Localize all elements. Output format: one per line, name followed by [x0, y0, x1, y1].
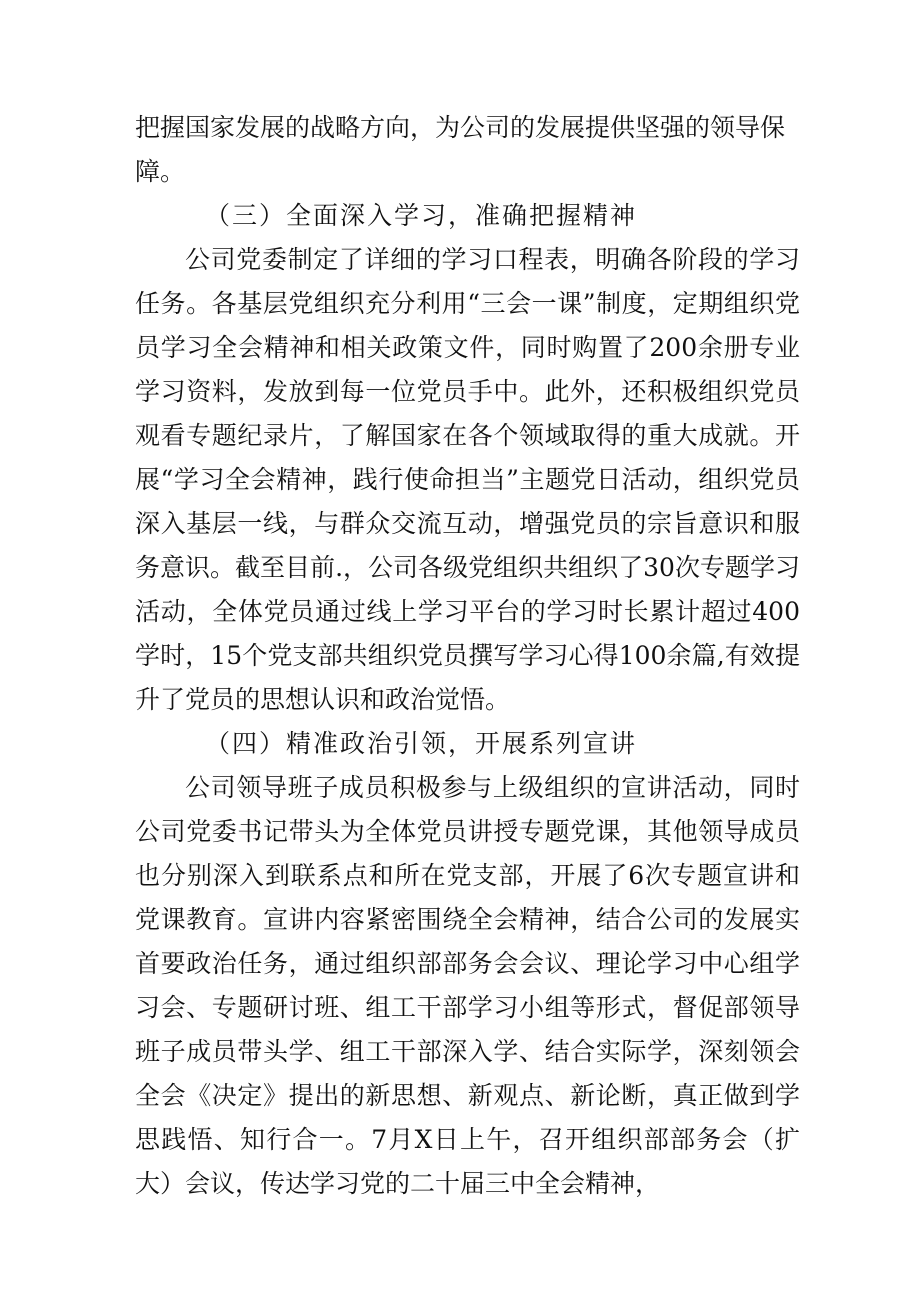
section-heading-3: （三）全面深入学习，准确把握精神 [205, 201, 638, 230]
paragraph-lecture: 公司领导班子成员积极参与上级组织的宣讲活动，同时公司党委书记带头为全体党员讲授专题党课，其他领导成员也分别深入到联系点和所在党支部，开展了6次专题宣讲和党课教育。宣讲内容紧密围绕全会精神，结合公司的发展实首要政治任务，通过组织部部务会会议、理论学习中心组学习会、专题研讨班、组工干部学习小组等形式，督促部领导班子成员带头学、组工干部深入学、结合实际学，深刻领会全会《决定》提出的新思想、新观点、新论断，真正做到学思践悟、知行合一。7月X日上午，召开组织部部务会（扩大）会议，传达学习党的二十届三中全会精神， [135, 773, 800, 1198]
paragraph-continuation: 把握国家发展的战略方向，为公司的发展提供坚强的领导保障。 [135, 113, 786, 186]
document-body [135, 106, 800, 1206]
section-heading-4: （四）精准政治引领，开展系列宣讲 [205, 729, 638, 758]
paragraph-study: 公司党委制定了详细的学习口程表，明确各阶段的学习任务。各基层党组织充分利用“三会一课”制度，定期组织党员学习全会精神和相关政策文件，同时购置了200余册专业学习资料，发放到每一位党员手中。此外，还积极组织党员观看专题纪录片，了解国家在各个领域取得的重大成就。开展“学习全会精神，践行使命担当”主题党日活动，组织党员深入基层一线，与群众交流互动，增强党员的宗旨意识和服务意识。截至目前.，公司各级党组织共组织了30次专题学习活动，全体党员通过线上学习平台的学习时长累计超过400学时，15个党支部共组织党员撰写学习心得100余篇,有效提升了党员的思想认识和政治觉悟。 [135, 245, 800, 714]
